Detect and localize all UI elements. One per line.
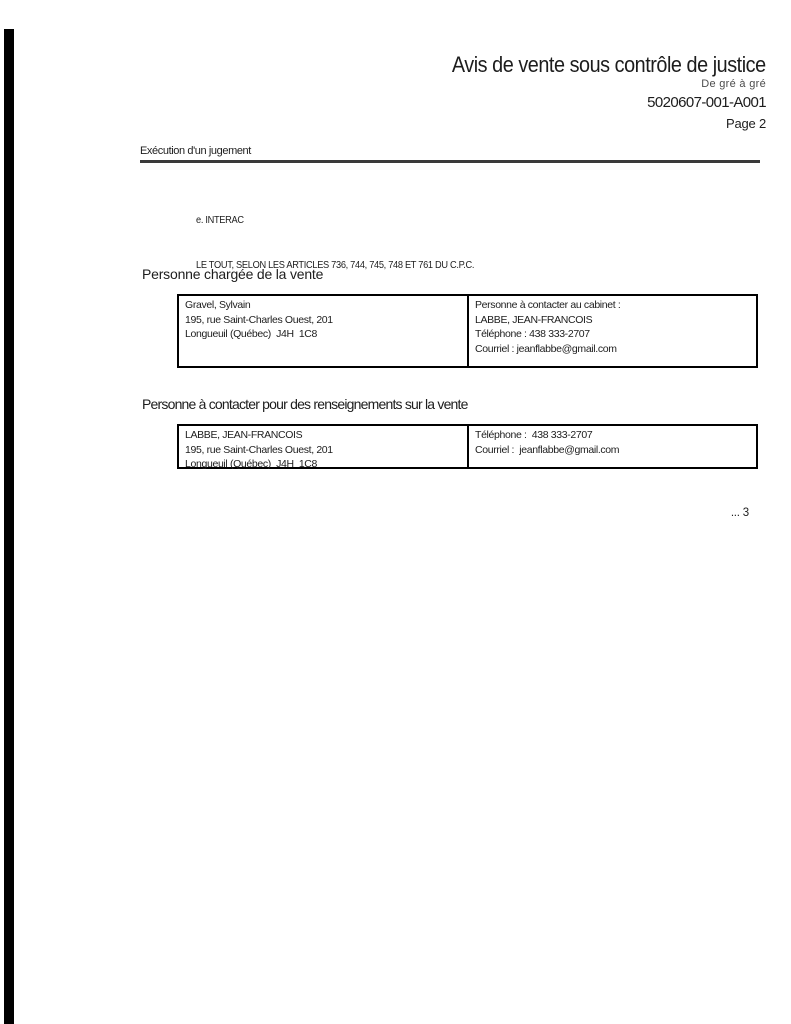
table-line: Personne à contacter au cabinet : xyxy=(475,299,621,311)
scan-edge-artifact xyxy=(4,29,14,1024)
clause-line: LE TOUT, SELON LES ARTICLES 736, 744, 745, 748 ET 761 DU C.P.C. xyxy=(196,259,475,271)
document-title: Avis de vente sous contrôle de justice xyxy=(452,52,766,77)
table-line: Longueuil (Québec) J4H 1C8 xyxy=(185,458,318,470)
table-line: 195, rue Saint-Charles Ouest, 201 xyxy=(185,443,333,456)
section-heading-information-contact: Personne à contacter pour des renseignements sur la vente xyxy=(142,396,468,412)
table-cell-contact-phone-email xyxy=(469,426,756,467)
table-line: Téléphone : 438 333-2707 xyxy=(475,429,593,441)
person-in-charge-table xyxy=(177,294,758,368)
sale-mode-label: De gré à gré xyxy=(701,78,766,90)
table-line: LABBE, JEAN-FRANCOIS xyxy=(475,313,593,326)
header-rule xyxy=(140,160,760,163)
information-contact-table xyxy=(177,424,758,469)
table-line: Gravel, Sylvain xyxy=(185,299,251,311)
table-cell-seller-address xyxy=(179,296,469,366)
table-line: Courriel : jeanflabbe@gmail.com xyxy=(475,342,617,355)
table-cell-cabinet-contact xyxy=(469,296,756,366)
section-heading-person-in-charge: Personne chargée de la vente xyxy=(142,266,324,282)
table-line: LABBE, JEAN-FRANCOIS xyxy=(185,429,303,441)
table-line: 195, rue Saint-Charles Ouest, 201 xyxy=(185,313,333,326)
execution-type-label: Exécution d'un jugement xyxy=(140,145,251,157)
page-number-label: Page 2 xyxy=(725,116,766,131)
page-continuation-indicator: ... 3 xyxy=(730,507,749,519)
table-cell-contact-address xyxy=(179,426,469,470)
clause-line: e. INTERAC xyxy=(196,214,244,226)
table-line: Courriel : jeanflabbe@gmail.com xyxy=(475,443,620,456)
clauses-block xyxy=(196,183,474,303)
table-line: Téléphone : 438 333-2707 xyxy=(475,328,590,340)
table-line: Longueuil (Québec) J4H 1C8 xyxy=(185,328,318,340)
document-header xyxy=(417,52,766,131)
document-number: 5020607-001-A001 xyxy=(647,94,766,111)
